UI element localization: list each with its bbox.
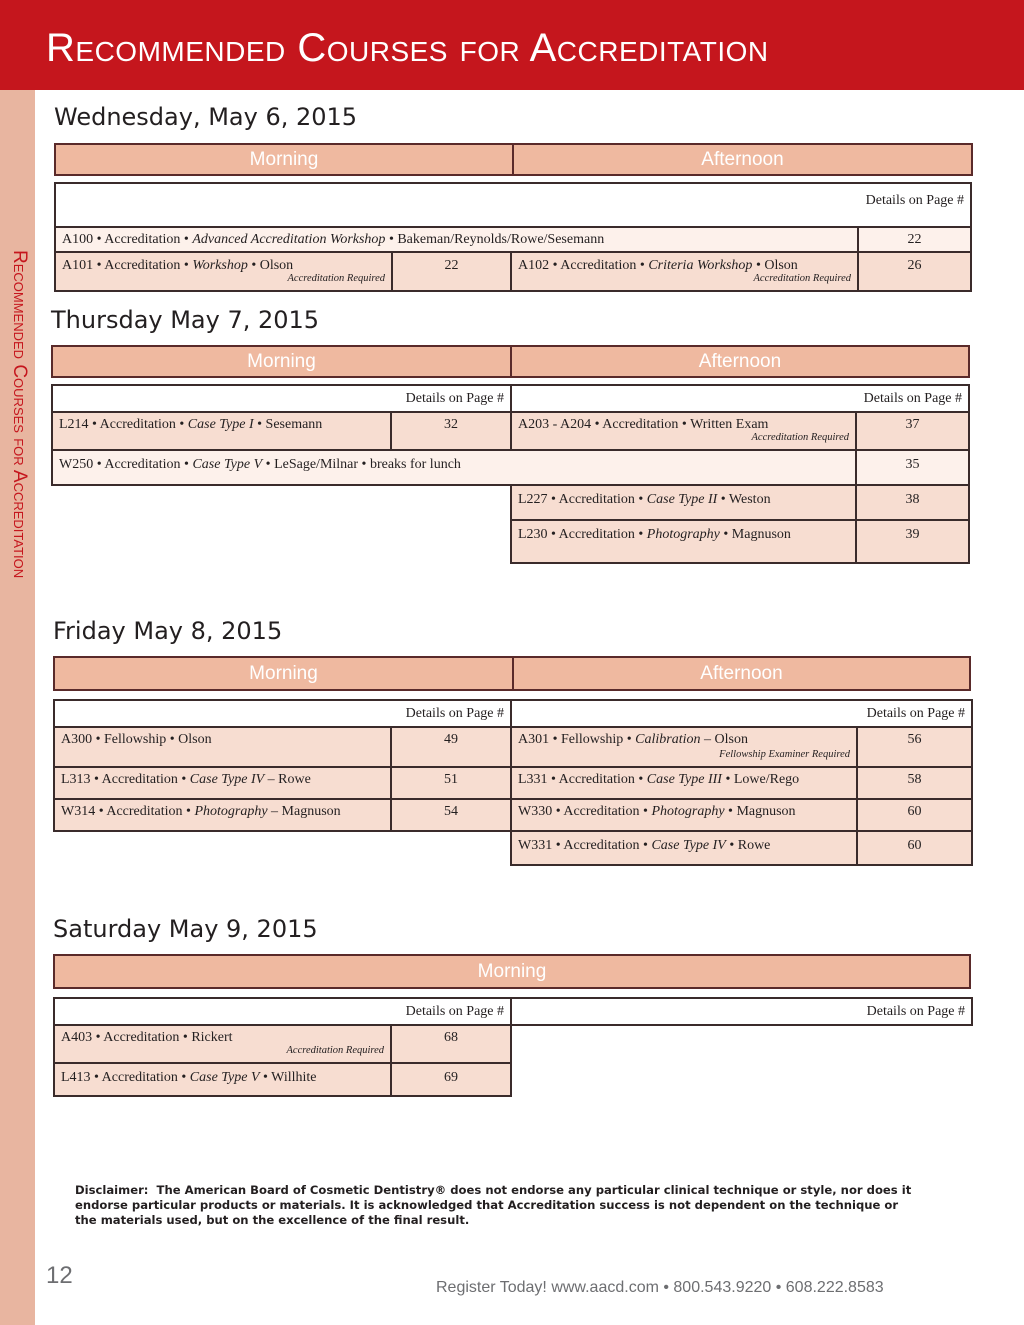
details-label: Details on Page # (865, 193, 964, 208)
course-row-l313: L313 • Accreditation • Case Type IV – Rowe (53, 766, 392, 800)
course-row-l227: L227 • Accreditation • Case Type II • Weston (510, 484, 857, 521)
disclaimer (75, 1183, 915, 1228)
afternoon-header-bar: Afternoon (510, 345, 970, 378)
page-number-w250: 35 (855, 449, 970, 486)
page-number-a101: 22 (391, 251, 512, 292)
page-number-a301: 56 (856, 726, 973, 768)
page-number: 12 (46, 1262, 73, 1289)
page-number-l413: 69 (390, 1062, 512, 1097)
page-number-a403: 68 (390, 1024, 512, 1064)
page-number-a102: 26 (857, 251, 972, 292)
disclaimer-text: The American Board of Cosmetic Dentistry® does not endorse any particular clinical technique or style, nor does it endorse particular products or materials. It is acknowledged that Accreditation success is not dependent on the technique or the materials used, but on the excellence of the final result. (75, 1183, 912, 1227)
page-number-l313: 51 (390, 766, 512, 800)
course-row-w330: W330 • Accreditation • Photography • Magnuson (510, 798, 858, 832)
morning-header-bar: Morning (54, 143, 514, 176)
page-number-l230: 39 (855, 519, 970, 564)
day-title-friday: Friday May 8, 2015 (53, 617, 283, 645)
page-number-a300: 49 (390, 726, 512, 768)
disclaimer-label: Disclaimer: (75, 1183, 149, 1197)
course-row-a300: A300 • Fellowship • Olson (53, 726, 392, 768)
sidebar-title: Recommended Courses for Accreditation (9, 250, 30, 579)
page-number-l214: 32 (390, 411, 512, 451)
course-row-w250: W250 • Accreditation • Case Type V • LeSage/Milnar • breaks for lunch (51, 449, 857, 486)
morning-header-bar: Morning (53, 954, 971, 989)
details-header (54, 182, 972, 228)
course-row-l214: L214 • Accreditation • Case Type I • Sesemann (51, 411, 392, 451)
requirement-note: Accreditation Required (753, 273, 851, 284)
requirement-note: Accreditation Required (286, 1045, 384, 1056)
day-title-saturday: Saturday May 9, 2015 (53, 915, 318, 943)
day-title-wednesday: Wednesday, May 6, 2015 (54, 103, 358, 131)
details-header-afternoon: Details on Page # (510, 997, 973, 1026)
page-number-l227: 38 (855, 484, 970, 521)
course-row-l331: L331 • Accreditation • Case Type III • Lowe/Rego (510, 766, 858, 800)
course-row-a102: A102 • Accreditation • Criteria Workshop • Olson Accreditation Required (510, 251, 859, 292)
details-header-morning: Details on Page # (53, 699, 512, 728)
morning-header-bar: Morning (53, 656, 514, 691)
footer-contact: Register Today! www.aacd.com • 800.543.9220 • 608.222.8583 (436, 1279, 884, 1296)
morning-header-bar: Morning (51, 345, 512, 378)
course-row-a203: A203 - A204 • Accreditation • Written Exam Accreditation Required (510, 411, 857, 451)
course-row-l230: L230 • Accreditation • Photography • Magnuson (510, 519, 857, 564)
course-row-a301: A301 • Fellowship • Calibration – Olson Fellowship Examiner Required (510, 726, 858, 768)
course-row-w314: W314 • Accreditation • Photography – Magnuson (53, 798, 392, 832)
page-number-l331: 58 (856, 766, 973, 800)
course-row-a403: A403 • Accreditation • Rickert Accreditation Required (53, 1024, 392, 1064)
afternoon-header-bar: Afternoon (512, 143, 973, 176)
page-title: Recommended Courses for Accreditation (46, 26, 769, 70)
requirement-note: Fellowship Examiner Required (719, 749, 850, 760)
day-title-thursday: Thursday May 7, 2015 (51, 306, 320, 334)
page-number-a203: 37 (855, 411, 970, 451)
details-header-morning: Details on Page # (51, 384, 512, 413)
details-header-afternoon: Details on Page # (510, 384, 970, 413)
page-number-w330: 60 (856, 798, 973, 832)
sidebar-strip (0, 90, 35, 1325)
course-row-w331: W331 • Accreditation • Case Type IV • Rowe (510, 830, 858, 866)
page-number-w314: 54 (390, 798, 512, 832)
requirement-note: Accreditation Required (287, 273, 385, 284)
requirement-note: Accreditation Required (751, 432, 849, 443)
page-header (0, 0, 1024, 90)
course-row-a100: A100 • Accreditation • Advanced Accreditation Workshop • Bakeman/Reynolds/Rowe/Sesemann (54, 226, 859, 253)
course-row-l413: L413 • Accreditation • Case Type V • Willhite (53, 1062, 392, 1097)
details-header-afternoon: Details on Page # (510, 699, 973, 728)
course-row-a101: A101 • Accreditation • Workshop • Olson Accreditation Required (54, 251, 393, 292)
afternoon-header-bar: Afternoon (512, 656, 971, 691)
page-number-a100: 22 (857, 226, 972, 253)
page-number-w331: 60 (856, 830, 973, 866)
details-header-morning: Details on Page # (53, 997, 512, 1026)
